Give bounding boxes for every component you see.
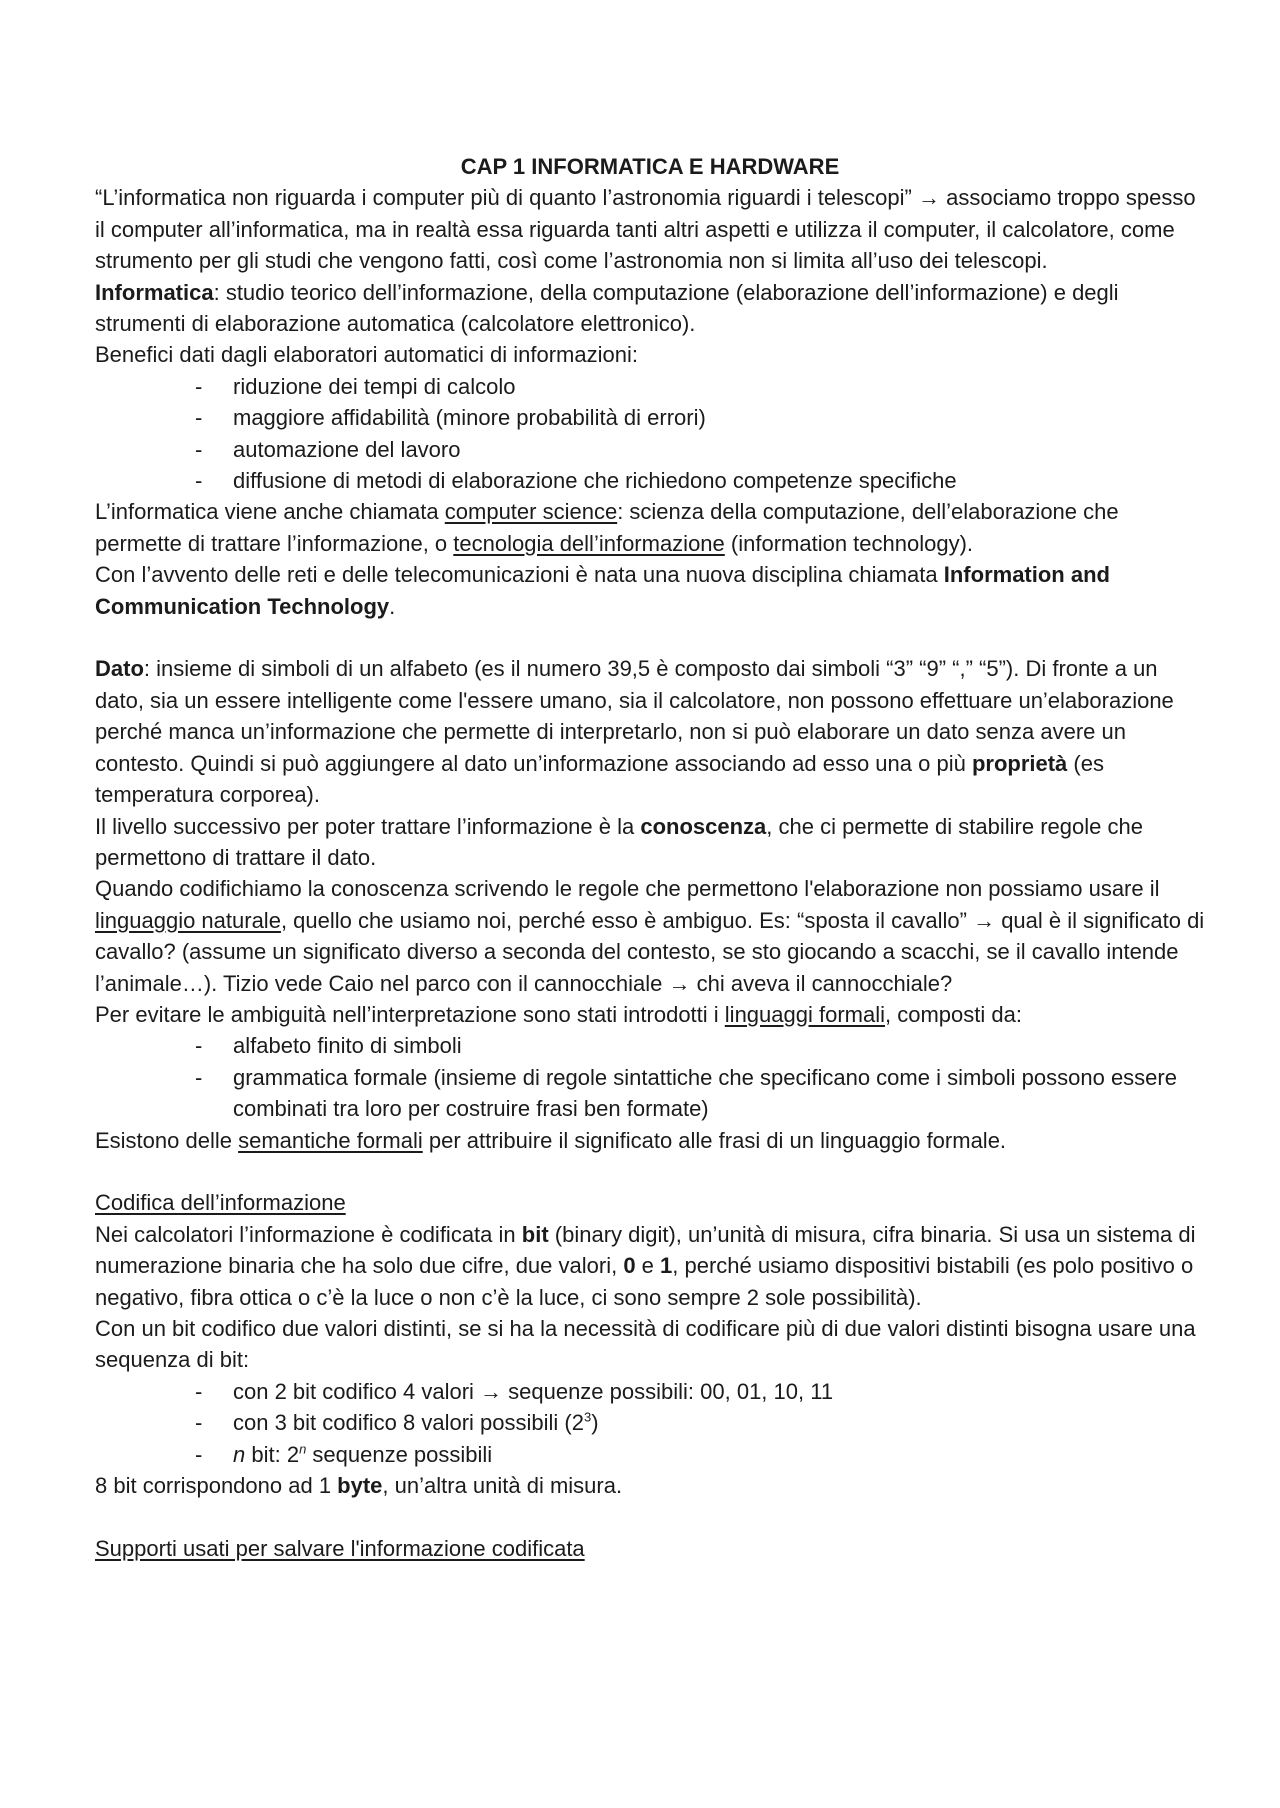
document-page (95, 151, 1205, 1564)
bit-paragraph: Nei calcolatori l’informazione è codificata in bit (binary digit), un’unità di misura, cifra binaria. Si usa un sistema di numerazione binaria che ha solo due cifre, due valori, 0 e 1, perché usiamo dispositivi bistabili (es polo positivo o negativo, fibra ottica o c’è la luce o non c’è la luce, ci sono sempre 2 sole possibilità). (95, 1221, 1196, 1310)
spacer (95, 1156, 1205, 1187)
byte-paragraph: 8 bit corrispondono ad 1 byte, un’altra unità di misura. (95, 1473, 623, 1499)
it-term: tecnologia dell’informazione (453, 530, 725, 556)
zero-value: 0 (623, 1253, 636, 1279)
sequenza-intro: Con un bit codifico due valori distinti, se si ha la necessità di codificare più di due valori distinti bisogna usare una sequenza di bit: (95, 1316, 1196, 1373)
proprieta-term: proprietà (971, 750, 1068, 776)
one-value: 1 (660, 1253, 673, 1279)
byte-term: byte (337, 1473, 383, 1499)
list-item: - maggiore affidabilità (minore probabilità di errori) (95, 402, 1205, 433)
ict-term: Information and Communication Technology (95, 562, 1110, 619)
semantiche-formali-term: semantiche formali (238, 1127, 423, 1153)
spacer (95, 622, 1205, 653)
ict-paragraph: Con l’avvento delle reti e delle telecomunicazioni è nata una nuova disciplina chiamata Information and Communication Technology. (95, 562, 1110, 619)
codifica-heading: Codifica dell’informazione (95, 1190, 346, 1216)
page-title: CAP 1 INFORMATICA E HARDWARE (460, 154, 840, 179)
supporti-heading: Supporti usati per salvare l'informazione codificata (95, 1535, 585, 1561)
linguaggio-naturale-term: linguaggio naturale (95, 907, 281, 933)
linguaggi-formali-paragraph: Per evitare le ambiguità nell’interpretazione sono stati introdotti i linguaggi formali, composti da: (95, 1001, 1022, 1027)
list-item: - riduzione dei tempi di calcolo (95, 371, 1205, 402)
dato-term: Dato (95, 656, 144, 682)
dato-paragraph: Dato: insieme di simboli di un alfabeto (es il numero 39,5 è composto dai simboli “3” “9” “,” “5”). Di fronte a un dato, sia un essere intelligente come l'essere umano, sia il calcolatore, non possono effettuare un’elaborazione perché manca un’informazione che permette di interpretarlo, non si può elaborare un dato senza avere un contesto. Quindi si può aggiungere al dato un’informazione associando ad esso una o più proprietà (es temperatura corporea). (95, 656, 1174, 808)
linguaggio-naturale-paragraph: Quando codifichiamo la conoscenza scrivendo le regole che permettono l'elaborazione non possiamo usare il linguaggio naturale, quello che usiamo noi, perché esso è ambiguo. Es: “sposta il cavallo” → qual è il significato di cavallo? (assume un significato diverso a seconda del contesto, se sto giocando a scacchi, se il cavallo intende l’animale…). Tizio vede Caio nel parco con il cannocchiale → chi aveva il cannocchiale? (95, 876, 1205, 996)
conoscenza-term: conoscenza (640, 813, 767, 839)
list-item: - con 3 bit codifico 8 valori possibili $(2^3)$ (95, 1407, 1205, 1438)
spacer (95, 1501, 1205, 1532)
list-item: - grammatica formale (insieme di regole sintattiche che specificano come i simboli possono essere combinati tra loro per costruire frasi ben formate) (95, 1062, 1205, 1125)
list-item: - n bit: 2$^n$ sequenze possibili (95, 1439, 1205, 1470)
computer-science-term: computer science (444, 499, 618, 525)
list-item: - automazione del lavoro (95, 434, 1205, 465)
formali-list (95, 1030, 1205, 1124)
informatica-term: Informatica (95, 279, 214, 305)
list-item: - alfabeto finito di simboli (95, 1030, 1205, 1061)
list-item: - con 2 bit codifico 4 valori → sequenze possibili: 00, 01, 10, 11 (95, 1376, 1205, 1407)
intro-paragraph: “L’informatica non riguarda i computer più di quanto l’astronomia riguardi i telescopi” → associamo troppo spesso il computer all’informatica, ma in realtà essa riguarda tanti altri aspetti e utilizza il computer, il calcolatore, come strumento per gli studi che vengono fatti, così come l’astronomia non si limita all’uso dei telescopi. (95, 185, 1196, 274)
linguaggi-formali-term: linguaggi formali (724, 1001, 885, 1027)
computer-science-paragraph: L’informatica viene anche chiamata computer science: scienza della computazione, dell’elaborazione che permette di trattare l’informazione, o tecnologia dell’informazione (information technology). (95, 499, 1119, 556)
list-item: - diffusione di metodi di elaborazione che richiedono competenze specifiche (95, 465, 1205, 496)
informatica-definition: Informatica: studio teorico dell’informazione, della computazione (elaborazione dell’informazione) e degli strumenti di elaborazione automatica (calcolatore elettronico). (95, 279, 1119, 337)
conoscenza-paragraph: Il livello successivo per poter trattare l’informazione è la conoscenza, che ci permette di stabilire regole che permettono di trattare il dato. (95, 813, 1143, 870)
sequenze-list (95, 1376, 1205, 1470)
benefici-list (95, 371, 1205, 497)
semantiche-paragraph: Esistono delle semantiche formali per attribuire il significato alle frasi di un linguaggio formale. (95, 1127, 1007, 1153)
benefici-intro: Benefici dati dagli elaboratori automatici di informazioni: (95, 342, 638, 368)
bit-term: bit (521, 1221, 549, 1247)
